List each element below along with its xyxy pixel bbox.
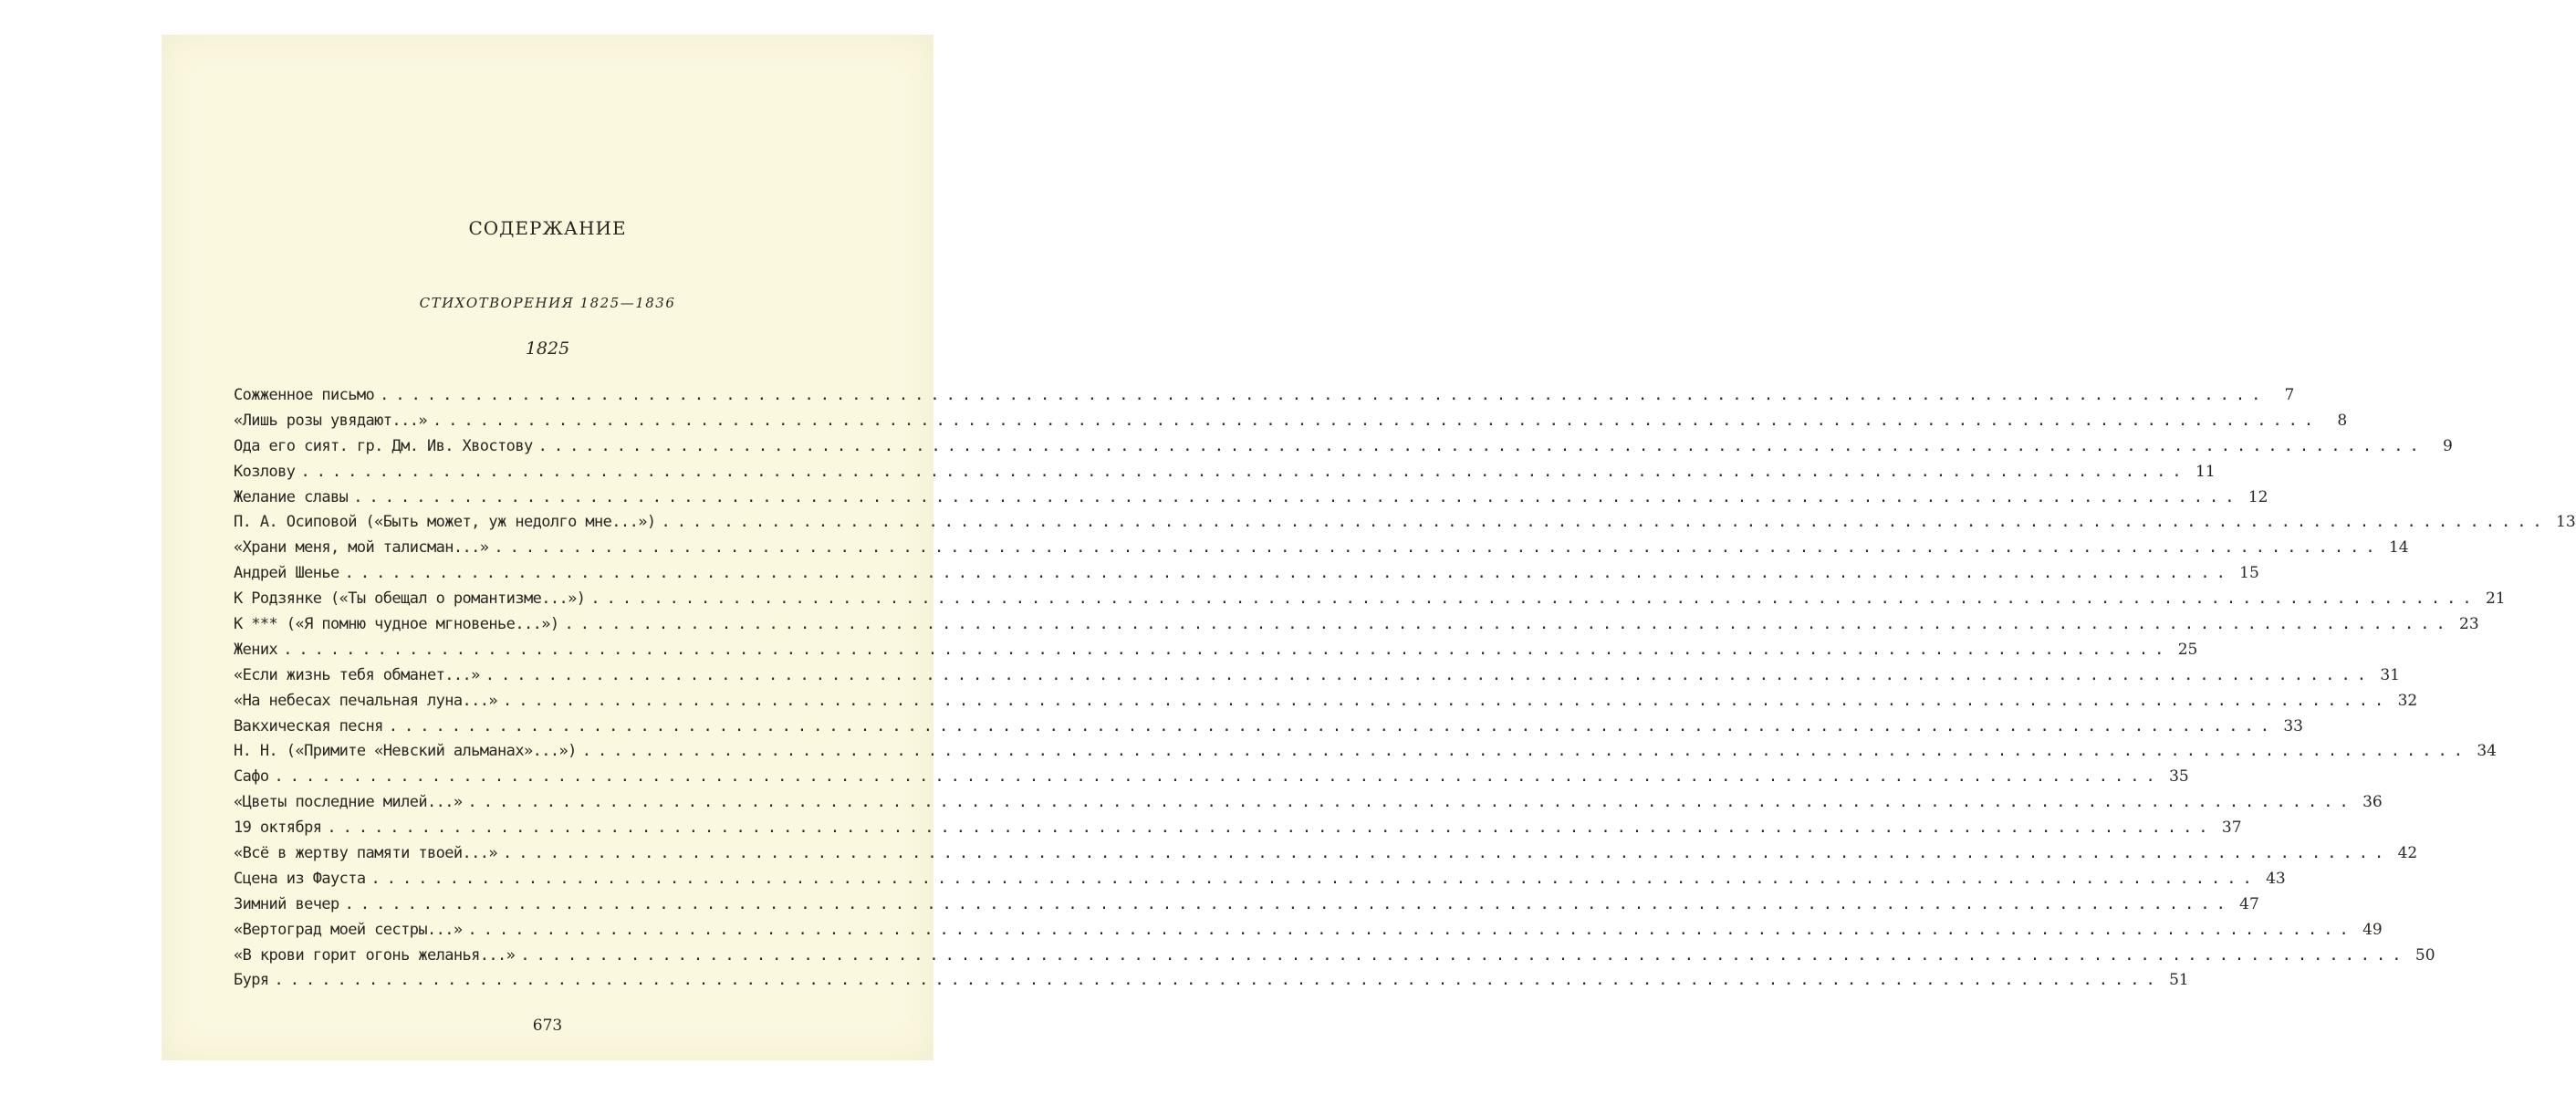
toc-entry-title: «В крови горит огонь желанья...» xyxy=(234,945,516,965)
toc-entry-title: Ода его сият. гр. Дм. Ив. Хвостову xyxy=(234,436,533,455)
page-number: 673 xyxy=(532,1017,563,1035)
toc-entry-title: «Лишь розы увядают...» xyxy=(234,411,427,430)
year-heading: 1825 xyxy=(525,339,570,359)
toc-entry-page: 32 xyxy=(2397,691,2418,710)
toc-entry-page: 8 xyxy=(2337,411,2348,430)
dot-leader: ........................................................................................................................ xyxy=(537,436,2425,455)
toc-entry xyxy=(234,691,2418,717)
toc-entry-title: «Всё в жертву памяти твоей...» xyxy=(234,844,498,863)
toc-entry-title: 19 октября xyxy=(234,819,322,838)
toc-entry xyxy=(234,487,2268,514)
page-title: СОДЕРЖАНИЕ xyxy=(468,217,627,239)
toc-entry-title: П. А. Осиповой («Быть может, уж недолго мне...») xyxy=(234,513,656,532)
toc-entry-page: 50 xyxy=(2414,945,2435,965)
dot-leader: ........................................................................................................................ xyxy=(344,894,2232,913)
toc-entry-title: К *** («Я помню чудное мгновенье...») xyxy=(234,615,559,634)
toc-entry-page: 25 xyxy=(2177,640,2198,659)
toc-entry xyxy=(234,436,2453,463)
dot-leader: ........................................................................................................................ xyxy=(380,386,2268,404)
toc-entry-title: Сцена из Фауста xyxy=(234,869,366,888)
dot-leader: ........................................................................................................................ xyxy=(590,589,2478,609)
toc-entry xyxy=(234,894,2259,921)
toc-entry xyxy=(234,920,2383,946)
toc-entry-title: «Если жизнь тебя обманет...» xyxy=(234,665,480,684)
toc-entry-page: 14 xyxy=(2388,538,2409,558)
toc-entry-page: 47 xyxy=(2239,894,2259,913)
toc-entry-title: Зимний вечер xyxy=(234,894,339,913)
toc-entry-page: 7 xyxy=(2284,386,2295,404)
toc-entry-title: Козлову xyxy=(234,462,296,481)
toc-entry-page: 36 xyxy=(2362,793,2383,812)
toc-entry xyxy=(234,945,2435,972)
dot-leader: ........................................................................................................................ xyxy=(564,615,2452,634)
toc-entry xyxy=(234,589,2506,615)
toc-entry-page: 33 xyxy=(2283,716,2303,735)
toc-entry-title: Н. Н. («Примите «Невский альманах»...») xyxy=(234,742,577,761)
toc-entry-title: «Цветы последние милей...» xyxy=(234,793,463,812)
dot-leader: ........................................................................................................................ xyxy=(485,665,2373,684)
toc-entry-page: 23 xyxy=(2459,615,2479,634)
dot-leader: ........................................................................................................................ xyxy=(581,742,2469,761)
toc-entry-page: 15 xyxy=(2239,564,2259,583)
toc-entry-page: 35 xyxy=(2169,767,2189,787)
toc-entry xyxy=(234,615,2479,641)
toc-entry-title: Сожженное письмо xyxy=(234,386,375,404)
dot-leader: ........................................................................................................................ xyxy=(520,945,2408,965)
toc-entry xyxy=(234,819,2242,844)
toc-entry xyxy=(234,716,2303,743)
toc-entry-page: 49 xyxy=(2362,920,2383,939)
toc-entry-title: «Храни меня, мой талисман...» xyxy=(234,538,489,558)
toc-entry-title: К Родзянке («Ты обещал о романтизме...») xyxy=(234,589,586,609)
toc-entry-title: «Вертоград моей сестры...» xyxy=(234,920,463,939)
toc-entry xyxy=(234,538,2409,564)
toc-entry-page: 37 xyxy=(2221,819,2242,838)
toc-entry xyxy=(234,462,2216,488)
dot-leader: ........................................................................................................................ xyxy=(300,462,2188,481)
toc-entry-page: 51 xyxy=(2169,971,2189,990)
dot-leader: ........................................................................................................................ xyxy=(327,819,2215,838)
dot-leader: ........................................................................................................................ xyxy=(467,920,2355,939)
toc-entry-page: 31 xyxy=(2380,665,2400,684)
dot-leader: ........................................................................................................................ xyxy=(661,513,2549,532)
toc-entry-title: Сафо xyxy=(234,767,269,787)
toc-entry xyxy=(234,640,2198,666)
dot-leader: ........................................................................................................................ xyxy=(274,767,2162,787)
toc-entry-page: 11 xyxy=(2195,462,2216,481)
dot-leader: ........................................................................................................................ xyxy=(388,716,2276,735)
dot-leader: ........................................................................................................................ xyxy=(503,691,2391,710)
toc-entry xyxy=(234,767,2189,793)
toc-entry xyxy=(234,844,2418,870)
toc-entry xyxy=(234,411,2348,437)
book-page xyxy=(162,35,2576,1060)
toc-entry xyxy=(234,564,2259,589)
dot-leader: ........................................................................................................................ xyxy=(432,411,2320,430)
toc-entry xyxy=(234,742,2497,767)
dot-leader: ........................................................................................................................ xyxy=(370,869,2258,888)
toc-entry xyxy=(234,869,2286,895)
dot-leader: ........................................................................................................................ xyxy=(274,971,2162,990)
toc-entry-page: 13 xyxy=(2556,513,2576,532)
toc-entry xyxy=(234,971,2189,996)
dot-leader: ........................................................................................................................ xyxy=(344,564,2232,583)
toc-entry-title: Андрей Шенье xyxy=(234,564,339,583)
toc-entry-page: 9 xyxy=(2442,436,2453,455)
toc-entry xyxy=(234,793,2383,819)
dot-leader: ........................................................................................................................ xyxy=(283,640,2171,659)
toc-entry-page: 21 xyxy=(2485,589,2506,609)
dot-leader: ........................................................................................................................ xyxy=(494,538,2382,558)
dot-leader: ........................................................................................................................ xyxy=(353,487,2241,506)
toc-entry xyxy=(234,665,2400,692)
toc-entry-title: Жених xyxy=(234,640,278,659)
toc-entry-page: 12 xyxy=(2247,487,2268,506)
toc-entry-page: 43 xyxy=(2266,869,2286,888)
toc-entry-title: «На небесах печальная луна...» xyxy=(234,691,498,710)
dot-leader: ........................................................................................................................ xyxy=(503,844,2391,863)
toc-entry-page: 34 xyxy=(2477,742,2497,761)
section-heading: СТИХОТВОРЕНИЯ 1825—1836 xyxy=(419,295,676,311)
toc-entry xyxy=(234,386,2295,412)
toc-entry xyxy=(234,513,2576,538)
toc-entry-title: Вакхическая песня xyxy=(234,716,383,735)
toc-entry-title: Буря xyxy=(234,971,269,990)
toc-entry-page: 42 xyxy=(2397,844,2418,863)
dot-leader: ........................................................................................................................ xyxy=(467,793,2355,812)
toc-entry-title: Желание славы xyxy=(234,487,349,506)
table-of-contents xyxy=(234,386,2576,996)
